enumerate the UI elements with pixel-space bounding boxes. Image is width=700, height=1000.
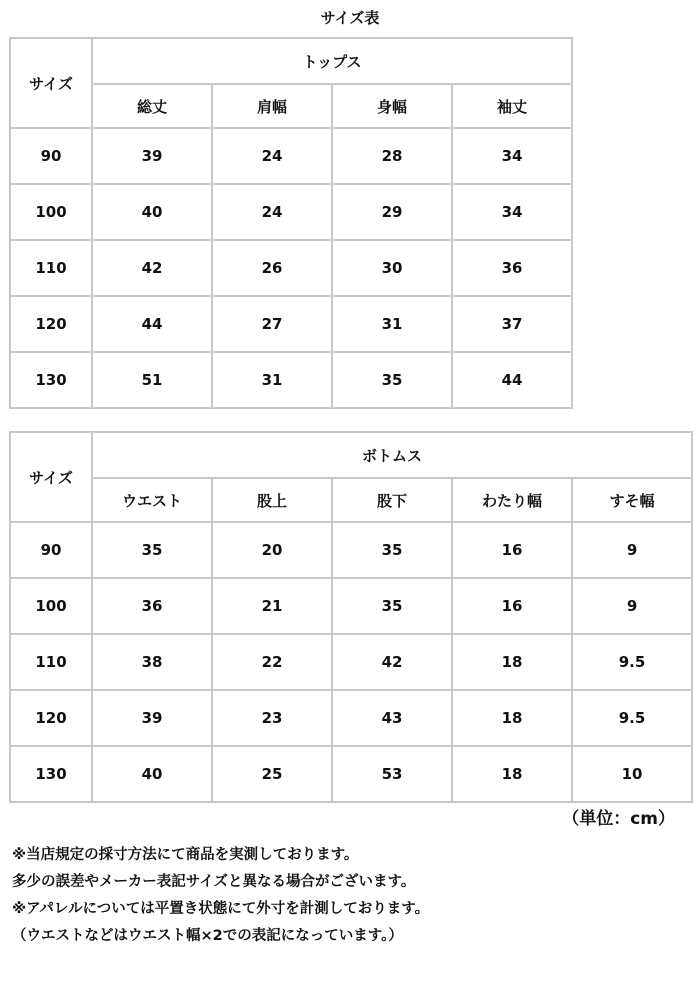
header-row [10,38,572,84]
table-cell: 35 [332,522,452,578]
page-title: サイズ表 [320,9,380,27]
table-cell: 25 [212,746,332,802]
table-row [10,634,692,690]
table-cell: 27 [212,296,332,352]
table-cell: 40 [92,184,212,240]
table-cell: 26 [212,240,332,296]
table-cell: 34 [452,184,572,240]
table-cell: 39 [92,128,212,184]
bottoms-size-table [9,431,693,803]
table-cell: 9.5 [572,690,692,746]
column-header: すそ幅 [572,478,692,522]
size-header: サイズ [10,432,92,522]
table-cell: 9 [572,522,692,578]
table-cell: 35 [92,522,212,578]
table-cell: 39 [92,690,212,746]
column-header: 身幅 [332,84,452,128]
table-cell: 35 [332,578,452,634]
table-cell: 18 [452,690,572,746]
table-cell: 42 [332,634,452,690]
table-row [10,128,572,184]
table-row [10,184,572,240]
table-cell: 29 [332,184,452,240]
column-header-row [10,84,572,128]
tops-group-header: トップス [92,38,572,84]
column-header: 肩幅 [212,84,332,128]
table-cell: 23 [212,690,332,746]
table-cell: 30 [332,240,452,296]
table-cell: 21 [212,578,332,634]
table-cell: 16 [452,578,572,634]
size-cell: 90 [10,522,92,578]
table-cell: 9.5 [572,634,692,690]
column-header-row [10,478,692,522]
table-row [10,578,692,634]
table-cell: 36 [452,240,572,296]
unit-label: （単位：cm） [562,809,675,829]
size-cell: 130 [10,746,92,802]
table-cell: 9 [572,578,692,634]
note-line: （ウエストなどはウエスト幅×2での表記になっています。） [12,928,403,944]
column-header: ウエスト [92,478,212,522]
table-cell: 36 [92,578,212,634]
note-line: ※当店規定の採寸方法にて商品を実測しております。 [12,847,359,863]
size-cell: 130 [10,352,92,408]
table-cell: 42 [92,240,212,296]
table-cell: 31 [332,296,452,352]
size-cell: 110 [10,240,92,296]
table-cell: 34 [452,128,572,184]
table-cell: 44 [92,296,212,352]
table-cell: 37 [452,296,572,352]
notes [12,842,692,950]
size-cell: 90 [10,128,92,184]
table-cell: 35 [332,352,452,408]
bottoms-group-header: ボトムス [92,432,692,478]
note-line: 多少の誤差やメーカー表記サイズと異なる場合がございます。 [12,874,416,890]
column-header: わたり幅 [452,478,572,522]
table-cell: 38 [92,634,212,690]
table-row [10,240,572,296]
table-cell: 44 [452,352,572,408]
table-cell: 51 [92,352,212,408]
header-row [10,432,692,478]
column-header: 股下 [332,478,452,522]
table-row [10,522,692,578]
table-cell: 28 [332,128,452,184]
table-cell: 53 [332,746,452,802]
size-cell: 110 [10,634,92,690]
table-cell: 20 [212,522,332,578]
table-cell: 18 [452,746,572,802]
table-cell: 10 [572,746,692,802]
table-cell: 16 [452,522,572,578]
table-cell: 22 [212,634,332,690]
table-cell: 40 [92,746,212,802]
table-cell: 43 [332,690,452,746]
column-header: 総丈 [92,84,212,128]
column-header: 袖丈 [452,84,572,128]
size-cell: 100 [10,184,92,240]
column-header: 股上 [212,478,332,522]
size-cell: 100 [10,578,92,634]
size-cell: 120 [10,690,92,746]
size-header: サイズ [10,38,92,128]
size-cell: 120 [10,296,92,352]
tops-size-table [9,37,573,409]
table-cell: 24 [212,128,332,184]
table-cell: 31 [212,352,332,408]
table-row [10,296,572,352]
note-line: ※アパレルについては平置き状態にて外寸を計測しております。 [12,901,430,917]
table-row [10,746,692,802]
table-cell: 24 [212,184,332,240]
table-cell: 18 [452,634,572,690]
table-row [10,352,572,408]
table-row [10,690,692,746]
